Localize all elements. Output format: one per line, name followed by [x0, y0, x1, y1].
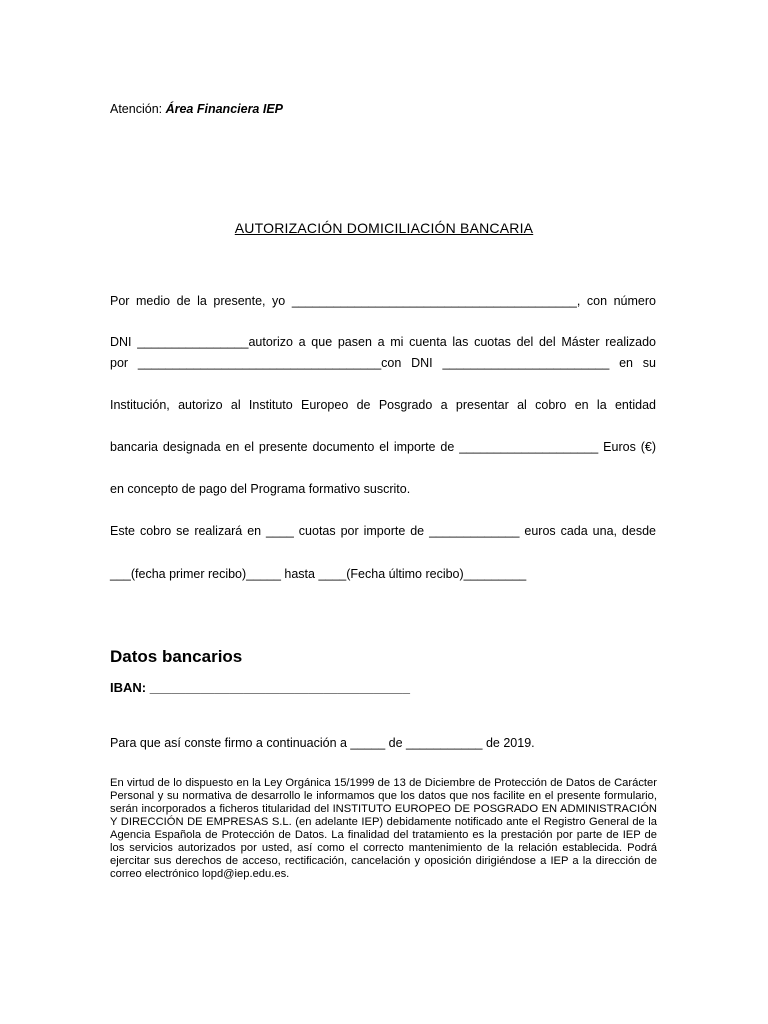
- document-title: AUTORIZACIÓN DOMICILIACIÓN BANCARIA: [234, 220, 534, 236]
- body-line-4: Institución, autorizo al Instituto Europeo de Posgrado a presentar al cobro en la entidad: [110, 398, 656, 412]
- body-line-2: DNI ________________autorizo a que pasen a mi cuenta las cuotas del del Máster realizado: [110, 335, 656, 349]
- bank-data-heading: Datos bancarios: [110, 647, 243, 666]
- attention-prefix: Atención:: [110, 102, 166, 116]
- attention-recipient: Área Financiera IEP: [165, 102, 284, 116]
- iban-field: IBAN: ____________________________________: [110, 680, 410, 695]
- legal-notice: En virtud de lo dispuesto en la Ley Orgánica 15/1999 de 13 de Diciembre de Protección de Datos de Carácter Personal y su normativa de desarrollo le informamos que los datos que nos facilite en el presente formulario, serán incorporados a ficheros titularidad del INSTITUTO EUROPEO DE POSGRADO EN ADMINISTRACIÓN Y DIRECCIÓN DE EMPRESAS S.L. (en adelante IEP) debidamente notificado ante el Registro General de la Agencia Española de Protección de Datos. La finalidad del tratamiento es la prestación por parte de IEP de los servicios autorizados por usted, así como el correcto mantenimiento de la relación establecida. Podrá ejercitar sus derechos de acceso, rectificación, cancelación y oposición dirigiéndose a IEP a la dirección de correo electrónico lopd@iep.edu.es.: [110, 777, 657, 880]
- signature-line: Para que así conste firmo a continuación a _____ de ___________ de 2019.: [110, 736, 535, 750]
- body-line-6: en concepto de pago del Programa formativo suscrito.: [110, 482, 411, 496]
- body-line-8: ___(fecha primer recibo)_____ hasta ____(Fecha último recibo)_________: [110, 567, 527, 581]
- body-line-5: bancaria designada en el presente documento el importe de ____________________ Euros (€): [110, 440, 656, 454]
- attention-line: [110, 102, 283, 116]
- body-line-7: Este cobro se realizará en ____ cuotas por importe de _____________ euros cada una, desde: [110, 524, 656, 538]
- body-line-1: Por medio de la presente, yo _________________________________________, con número: [110, 294, 656, 308]
- body-line-3: por ___________________________________con DNI ________________________ en su: [110, 356, 656, 370]
